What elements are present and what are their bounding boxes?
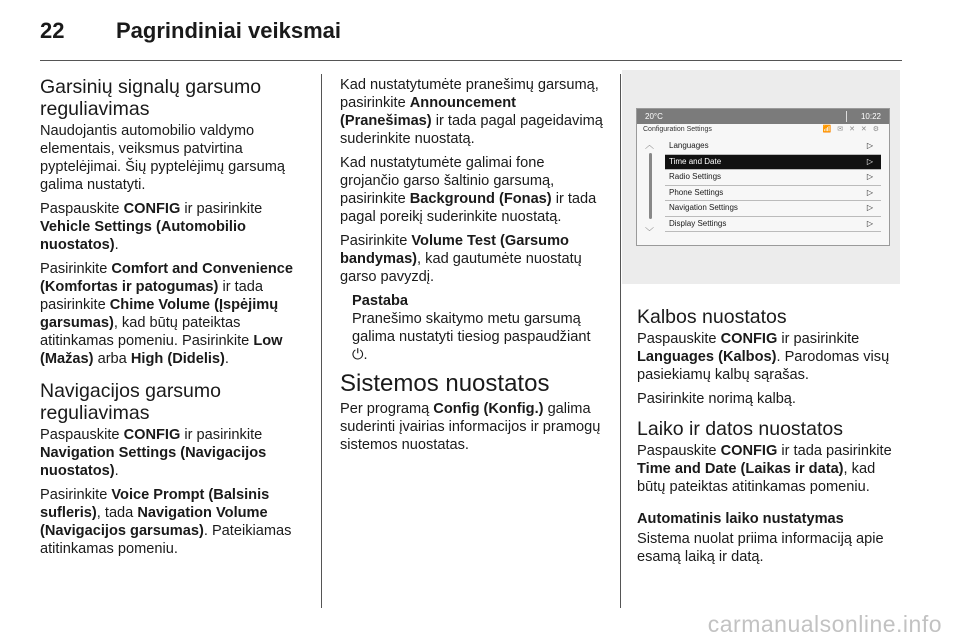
menu-item[interactable]	[665, 170, 881, 186]
paragraph: Paspauskite CONFIG ir tada pasirinkite Time and Date (Laikas ir data), kad būtų pateiktas atitinkamas pomeniu.	[637, 443, 892, 495]
paragraph: Paspauskite CONFIG ir pasirinkite Vehicle Settings (Automobilio nuostatos).	[40, 201, 263, 253]
column-2	[340, 76, 606, 460]
page-number: 22	[40, 18, 65, 43]
section-heading-system-settings: Sistemos nuostatos	[340, 370, 550, 397]
screen-title: Configuration Settings	[643, 126, 712, 133]
paragraph: Per programą Config (Konfig.) galima suderinti įvairias informacijos ir pramogų sistemos nuostatas.	[340, 401, 601, 453]
clock: 10:22	[860, 112, 881, 121]
chevron-down-icon: ﹀	[645, 227, 655, 237]
menu-item[interactable]	[665, 186, 881, 202]
section-heading-beep-volume: Garsinių signalų garsumo reguliavimas	[40, 76, 262, 120]
menu-item-label: Navigation Settings	[669, 203, 738, 212]
column-3	[637, 306, 905, 572]
arrow-right-icon: ▷	[866, 218, 873, 228]
column-divider-1	[321, 74, 322, 608]
arrow-right-icon: ▷	[866, 141, 873, 150]
paragraph: Pasirinkite Voice Prompt (Balsinis sufleris), tada Navigation Volume (Navigacijos garsumas). Pateikiamas atitinkamas pomeniu.	[40, 487, 292, 557]
paragraph: Paspauskite CONFIG ir pasirinkite Navigation Settings (Navigacijos nuostatos).	[40, 427, 267, 479]
paragraph: Pasirinkite Comfort and Convenience (Komfortas ir patogumas) ir tada pasirinkite Chime Volume (Įspėjimų garsumas), kad būtų pateiktas atitinkamas pomeniu. Pasirinkite Low (Mažas) arba High (Didelis).	[40, 261, 294, 367]
page-header	[40, 14, 902, 58]
menu-item-label: Display Settings	[669, 218, 727, 228]
arrow-right-icon: ▷	[866, 203, 873, 212]
paragraph: Sistema nuolat priima informaciją apie esamą laiką ir datą.	[637, 531, 884, 565]
note-title: Pastaba	[352, 293, 408, 309]
menu-item[interactable]	[665, 217, 881, 233]
menu-item-label: Languages	[669, 141, 709, 150]
paragraph: Naudojantis automobilio valdymo elementais, veiksmus patvirtina pyptelėjimai. Šių pyptelėjimų garsumą galima nustatyti.	[40, 123, 285, 193]
paragraph: Kad nustatytumėte pranešimų garsumą, pasirinkite Announcement (Pranešimas) ir tada pagal pageidavimą suderinkite nuostatą.	[340, 77, 603, 147]
scrollbar	[649, 153, 652, 219]
column-divider-2	[620, 74, 621, 608]
temperature: 20°C	[645, 112, 663, 121]
screen-topbar	[637, 109, 889, 124]
paragraph: Pasirinkite norimą kalbą.	[637, 391, 796, 407]
note-text: Pranešimo skaitymo metu garsumą galima nustatyti tiesiog paspaudžiant ⏻.	[352, 311, 591, 363]
column-1	[40, 76, 310, 564]
menu-item-label: Phone Settings	[669, 187, 724, 197]
infotainment-screen	[636, 108, 890, 246]
menu-item-label: Time and Date	[669, 156, 722, 166]
subheading-auto-time: Automatinis laiko nustatymas	[637, 511, 844, 527]
config-screen-image	[622, 70, 900, 284]
page-title: Pagrindiniai veiksmai	[116, 18, 341, 43]
arrow-right-icon: ▷	[866, 172, 873, 181]
menu-item[interactable]	[665, 155, 881, 171]
paragraph: Pasirinkite Volume Test (Garsumo bandymas), kad gautumėte nuostatų garso pavyzdį.	[340, 233, 582, 285]
arrow-right-icon: ▷	[866, 187, 873, 197]
settings-menu	[665, 139, 881, 232]
section-heading-time-date: Laiko ir datos nuostatos	[637, 418, 843, 440]
status-icons: 📶 ✉ ✕ ✕ ⚙	[822, 126, 881, 133]
topbar-divider	[846, 111, 847, 122]
paragraph: Kad nustatytumėte galimai fone grojančio garso šaltinio garsumą, pasirinkite Background (Fonas) ir tada pagal poreikį suderinkite nuostatą.	[340, 155, 597, 225]
note-box	[352, 292, 606, 364]
menu-item[interactable]	[665, 139, 881, 155]
arrow-right-icon: ▷	[866, 156, 873, 166]
chevron-up-icon: ︿	[645, 140, 655, 150]
header-rule	[40, 60, 902, 61]
section-heading-navigation-volume: Navigacijos garsumo reguliavimas	[40, 380, 221, 424]
section-heading-language-settings: Kalbos nuostatos	[637, 306, 787, 328]
watermark: carmanualsonline.info	[707, 611, 942, 637]
menu-item-label: Radio Settings	[669, 172, 722, 181]
menu-item[interactable]	[665, 201, 881, 217]
paragraph: Paspauskite CONFIG ir pasirinkite Languages (Kalbos). Parodomas visų pasiekiamų kalbų sąrašas.	[637, 331, 890, 383]
